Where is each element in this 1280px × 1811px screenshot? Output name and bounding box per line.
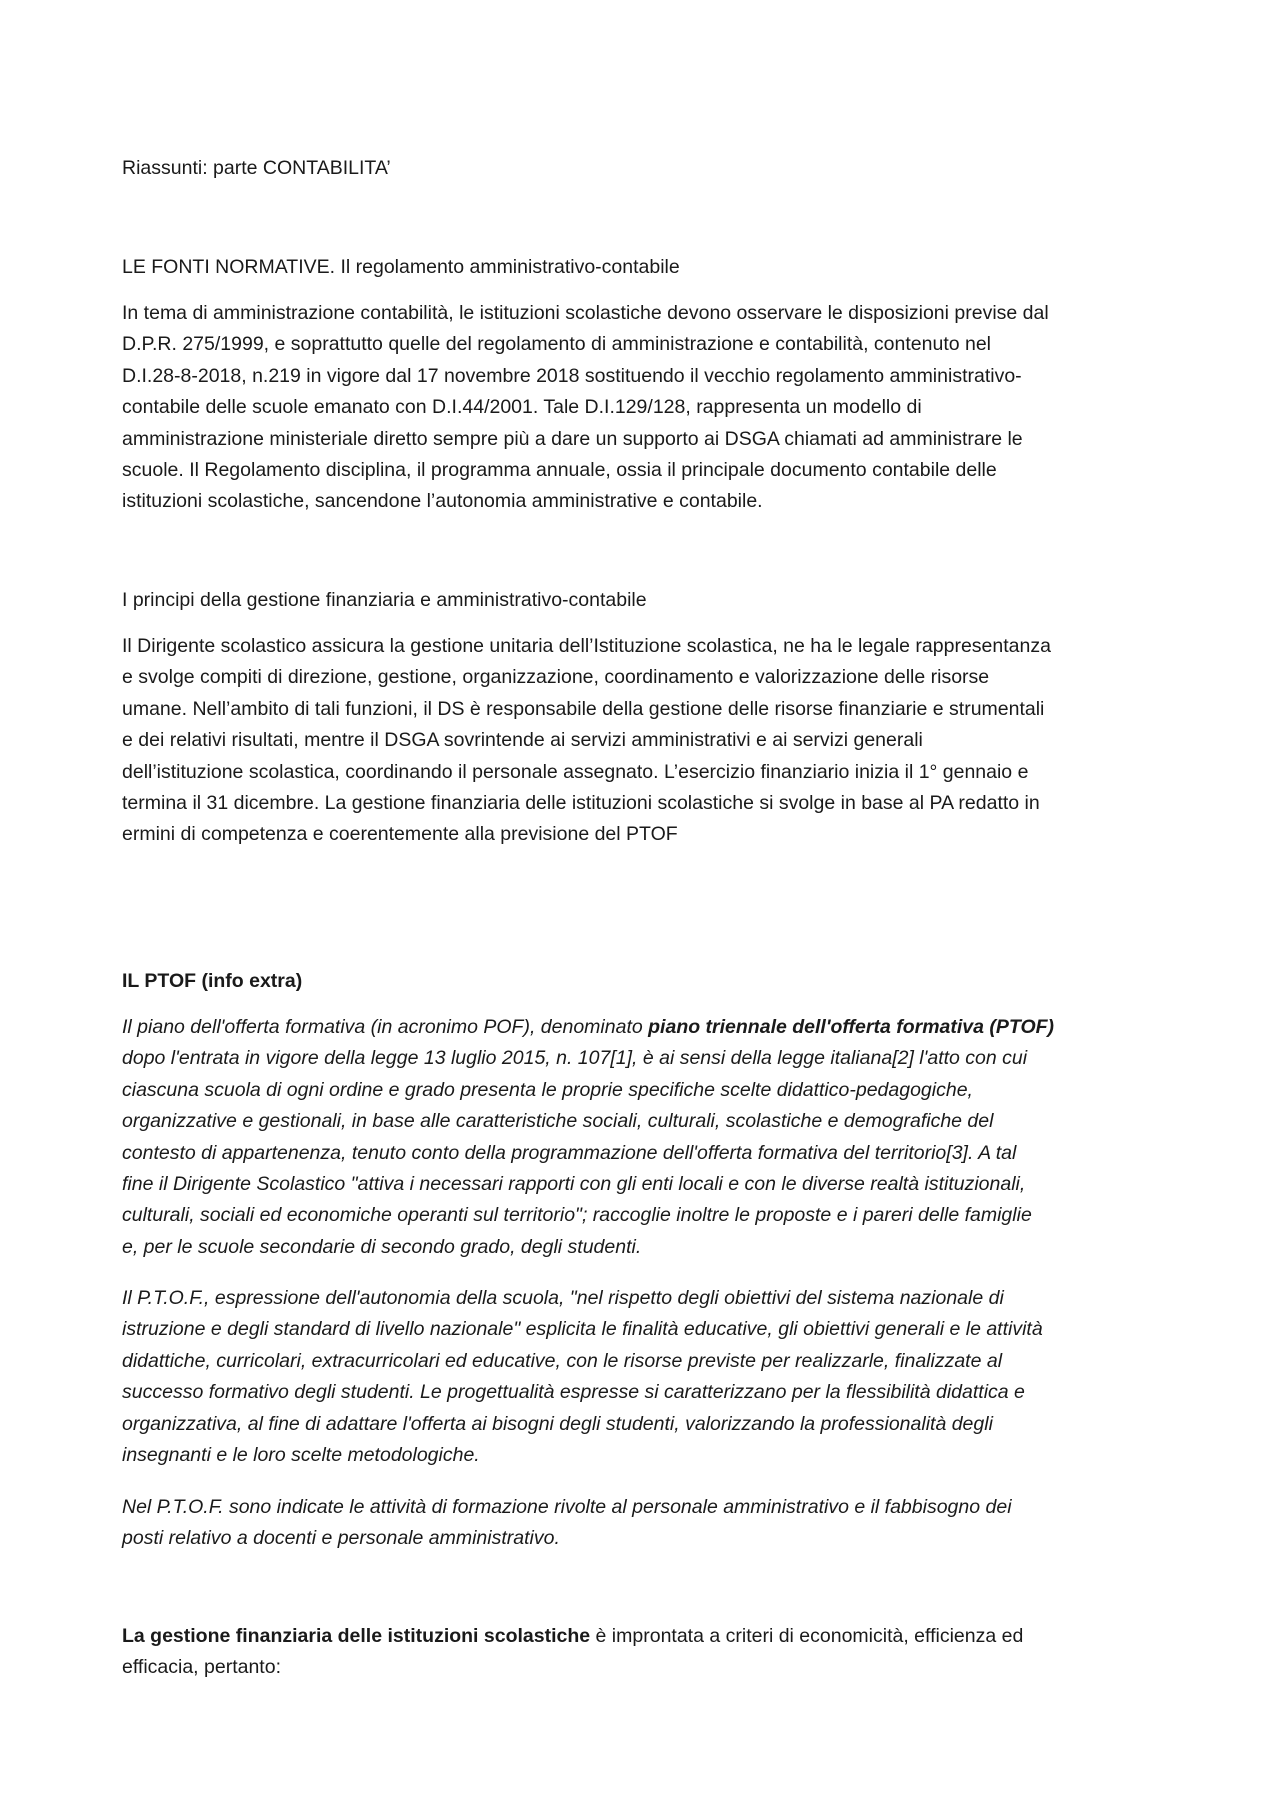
paragraph-gestione-finanziaria: [122, 1621, 1167, 1684]
text-line: istituzioni scolastiche, sancendone l’autonomia amministrative e contabile.: [122, 490, 763, 513]
text-line: culturali, sociali ed economiche operanti sul territorio"; raccoglie inoltre le proposte e i pareri delle famiglie: [122, 1204, 1032, 1227]
section-heading-ptof: IL PTOF (info extra): [122, 970, 303, 992]
text-line: posti relativo a docenti e personale amministrativo.: [122, 1527, 560, 1550]
text-line: In tema di amministrazione contabilità, le istituzioni scolastiche devono osservare le disposizioni previse dal: [122, 302, 1049, 324]
text-line: Il Dirigente scolastico assicura la gestione unitaria dell’Istituzione scolastica, ne ha le legale rappresentanza: [122, 635, 1051, 657]
text-line: scuole. Il Regolamento disciplina, il programma annuale, ossia il principale documento contabile delle: [122, 459, 997, 482]
section-heading-principi: I principi della gestione finanziaria e amministrativo-contabile: [122, 589, 647, 611]
text-line: amministrazione ministeriale diretto sempre più a dare un supporto ai DSGA chiamati ad amministrare le: [122, 427, 1023, 450]
text-line: [122, 1012, 1167, 1043]
text-line: D.I.28-8-2018, n.219 in vigore dal 17 novembre 2018 sostituendo il vecchio regolamento amministrativo-: [122, 364, 1022, 387]
text-run: è improntata a criteri di economicità, efficienza ed: [590, 1625, 1024, 1647]
text-line: fine il Dirigente Scolastico "attiva i necessari rapporti con gli enti locali e con le diverse realtà istituzionali,: [122, 1173, 1026, 1196]
text-line: insegnanti e le loro scelte metodologiche.: [122, 1444, 480, 1467]
text-line: dell’istituzione scolastica, coordinando il personale assegnato. L’esercizio finanziario inizia il 1° gennaio e: [122, 760, 1029, 783]
bold-text-run: piano triennale dell'offerta formativa (PTOF): [648, 1016, 1055, 1038]
paragraph-ptof-formazione: [122, 1492, 1167, 1555]
text-line: organizzative e gestionali, in base alle caratteristiche sociali, culturali, scolastiche e demografiche del: [122, 1110, 994, 1133]
text-line: termina il 31 dicembre. La gestione finanziaria delle istituzioni scolastiche si svolge in base al PA redatto in: [122, 792, 1040, 815]
text-line: contabile delle scuole emanato con D.I.44/2001. Tale D.I.129/128, rappresenta un modello di: [122, 396, 922, 419]
paragraph-ptof-definition: [122, 1012, 1167, 1263]
paragraph-fonti-normative: [122, 298, 1167, 518]
text-line: D.P.R. 275/1999, e soprattutto quelle del regolamento di amministrazione e contabilità, contenuto nel: [122, 333, 992, 356]
paragraph-ptof-autonomia: [122, 1283, 1167, 1471]
text-line: Nel P.T.O.F. sono indicate le attività di formazione rivolte al personale amministrativo e il fabbisogno dei: [122, 1496, 1012, 1518]
text-line: umane. Nell’ambito di tali funzioni, il DS è responsabile della gestione delle risorse finanziarie e strumentali: [122, 697, 1045, 720]
bold-text-run: La gestione finanziaria delle istituzioni scolastiche: [122, 1625, 591, 1647]
text-line: istruzione e degli standard di livello nazionale" esplicita le finalità educative, gli obiettivi generali e le attività: [122, 1318, 1043, 1341]
text-line: [122, 1621, 1167, 1652]
document-page: [122, 0, 1167, 1811]
text-line: contesto di appartenenza, tenuto conto della programmazione dell'offerta formativa del territorio[3]. A tal: [122, 1141, 1017, 1164]
text-run: Il piano dell'offerta formativa (in acronimo POF), denominato: [122, 1016, 649, 1038]
text-line: e dei relativi risultati, mentre il DSGA sovrintende ai servizi amministrativi e ai servizi generali: [122, 729, 923, 752]
section-heading-fonti-normative: LE FONTI NORMATIVE. Il regolamento amministrativo-contabile: [122, 256, 680, 278]
text-line: efficacia, pertanto:: [122, 1656, 281, 1679]
text-line: dopo l'entrata in vigore della legge 13 luglio 2015, n. 107[1], è ai sensi della legge italiana[2] l'atto con cui: [122, 1047, 1028, 1070]
text-line: ciascuna scuola di ogni ordine e grado presenta le proprie specifiche scelte didattico-pedagogiche,: [122, 1078, 973, 1101]
document-title: Riassunti: parte CONTABILITA’: [122, 157, 391, 179]
text-line: didattiche, curricolari, extracurricolari ed educative, con le risorse previste per realizzarle, finalizzate al: [122, 1349, 1003, 1372]
text-line: successo formativo degli studenti. Le progettualità espresse si caratterizzano per la flessibilità didattica e: [122, 1381, 1025, 1404]
text-line: e svolge compiti di direzione, gestione, organizzazione, coordinamento e valorizzazione delle risorse: [122, 666, 990, 689]
text-line: e, per le scuole secondarie di secondo grado, degli studenti.: [122, 1235, 642, 1258]
paragraph-principi: [122, 631, 1167, 851]
text-line: ermini di competenza e coerentemente alla previsione del PTOF: [122, 823, 678, 846]
text-line: Il P.T.O.F., espressione dell'autonomia della scuola, "nel rispetto degli obiettivi del sistema nazionale di: [122, 1287, 1004, 1309]
text-line: organizzativa, al fine di adattare l'offerta ai bisogni degli studenti, valorizzando la professionalità degli: [122, 1412, 993, 1435]
